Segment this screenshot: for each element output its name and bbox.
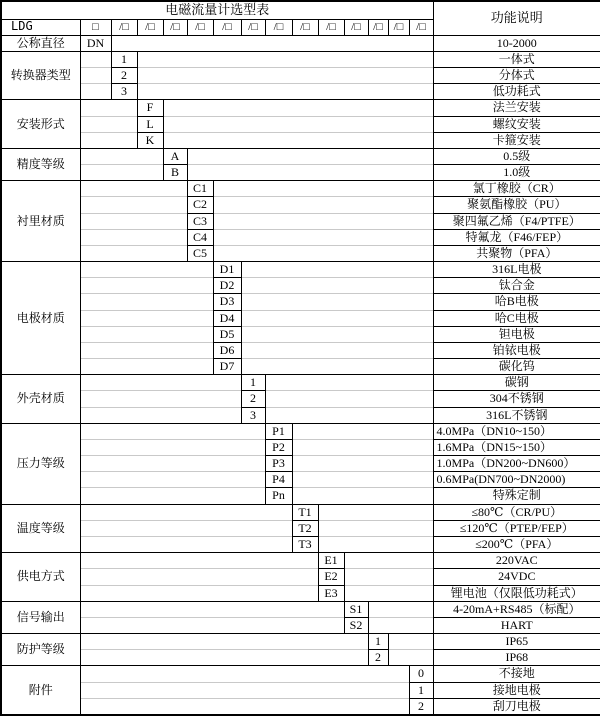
option-desc-cell: 氯丁橡胶（CR）	[433, 181, 600, 197]
option-code-cell: 2	[368, 650, 388, 666]
dn-code-cell: DN	[80, 35, 111, 51]
spacer-cell	[368, 617, 433, 633]
spacer-cell	[241, 294, 433, 310]
model-slot: /□	[213, 19, 241, 35]
section-label-installation-type: 安装形式	[1, 100, 80, 149]
option-code-cell: E1	[318, 553, 344, 569]
spacer-cell	[80, 439, 265, 455]
spacer-cell	[80, 181, 187, 197]
spacer-cell	[344, 585, 433, 601]
option-desc-cell: 0.5级	[433, 148, 600, 164]
spacer-cell	[80, 666, 409, 682]
option-code-cell: S1	[344, 601, 368, 617]
option-code-cell: T1	[292, 504, 318, 520]
model-slot: /□	[409, 19, 433, 35]
spacer-cell	[318, 537, 433, 553]
option-desc-cell: 刮刀电极	[433, 698, 600, 715]
option-code-cell: 3	[111, 84, 137, 100]
option-code-cell: L	[137, 116, 163, 132]
spacer-cell	[80, 537, 292, 553]
section-label-power-supply: 供电方式	[1, 553, 80, 602]
spacer-cell	[368, 601, 433, 617]
spacer-cell	[80, 488, 265, 504]
option-code-cell: C1	[187, 181, 213, 197]
option-desc-cell: 分体式	[433, 68, 600, 84]
option-code-cell: P2	[265, 439, 292, 455]
option-code-cell: D7	[213, 359, 241, 375]
spacer-cell	[80, 601, 344, 617]
option-desc-cell: ≤200℃（PFA）	[433, 537, 600, 553]
spacer-cell	[265, 375, 433, 391]
spacer-cell	[241, 278, 433, 294]
spacer-cell	[80, 520, 292, 536]
option-desc-cell: 哈C电极	[433, 310, 600, 326]
section-label-temperature-rating: 温度等级	[1, 504, 80, 553]
spacer-cell	[80, 213, 187, 229]
model-slot: /□	[388, 19, 409, 35]
model-slot: /□	[368, 19, 388, 35]
spacer-cell	[111, 35, 433, 51]
section-label-electrode-material: 电极材质	[1, 262, 80, 375]
option-code-cell: 1	[241, 375, 265, 391]
spacer-cell	[213, 181, 433, 197]
spacer-cell	[80, 229, 187, 245]
spacer-cell	[80, 456, 265, 472]
option-code-cell: 3	[241, 407, 265, 423]
section-label-pressure-rating: 压力等级	[1, 423, 80, 504]
spacer-cell	[80, 698, 409, 715]
option-code-cell: 0	[409, 666, 433, 682]
spacer-cell	[80, 68, 111, 84]
option-desc-cell: 特氟龙（F46/FEP）	[433, 229, 600, 245]
model-slot: /□	[318, 19, 344, 35]
model-slot: /□	[111, 19, 137, 35]
option-desc-cell: 10-2000	[433, 35, 600, 51]
option-desc-cell: 共聚物（PFA）	[433, 245, 600, 261]
spacer-cell	[213, 197, 433, 213]
option-desc-cell: 锂电池（仅限低功耗式）	[433, 585, 600, 601]
section-label-accessories: 附件	[1, 666, 80, 715]
option-desc-cell: 碳化钨	[433, 359, 600, 375]
spacer-cell	[344, 569, 433, 585]
option-desc-cell: 卡箍安装	[433, 132, 600, 148]
option-desc-cell: 0.6MPa(DN700~DN2000)	[433, 472, 600, 488]
spacer-cell	[80, 585, 318, 601]
spacer-cell	[318, 504, 433, 520]
option-code-cell: T3	[292, 537, 318, 553]
option-desc-cell: 低功耗式	[433, 84, 600, 100]
option-desc-cell: ≤120℃（PTEP/FEP）	[433, 520, 600, 536]
option-desc-cell: 4-20mA+RS485（标配）	[433, 601, 600, 617]
spacer-cell	[80, 51, 111, 67]
model-slot: /□	[163, 19, 187, 35]
option-code-cell: 2	[409, 698, 433, 715]
spacer-cell	[265, 407, 433, 423]
spacer-cell	[213, 229, 433, 245]
spacer-cell	[137, 68, 433, 84]
spacer-cell	[80, 342, 213, 358]
spacer-cell	[163, 116, 433, 132]
option-code-cell: Pn	[265, 488, 292, 504]
option-desc-cell: 聚四氟乙烯（F4/PTFE）	[433, 213, 600, 229]
spacer-cell	[80, 262, 213, 278]
option-code-cell: S2	[344, 617, 368, 633]
option-code-cell: F	[137, 100, 163, 116]
section-label-lining-material: 衬里材质	[1, 181, 80, 262]
spacer-cell	[292, 488, 433, 504]
spacer-cell	[388, 634, 433, 650]
section-label-nominal-diameter: 公称直径	[1, 35, 80, 51]
option-desc-cell: IP65	[433, 634, 600, 650]
option-desc-cell: 碳钢	[433, 375, 600, 391]
option-code-cell: 1	[368, 634, 388, 650]
section-label-housing-material: 外壳材质	[1, 375, 80, 424]
section-label-signal-output: 信号输出	[1, 601, 80, 633]
model-slot: /□	[187, 19, 213, 35]
option-desc-cell: 聚氨酯橡胶（PU）	[433, 197, 600, 213]
function-column-header: 功能说明	[433, 1, 600, 35]
option-desc-cell: 一体式	[433, 51, 600, 67]
spacer-cell	[80, 310, 213, 326]
section-label-converter-type: 转换器类型	[1, 51, 80, 100]
model-slot: /□	[241, 19, 265, 35]
spacer-cell	[80, 553, 318, 569]
option-desc-cell: 螺纹安装	[433, 116, 600, 132]
spacer-cell	[163, 132, 433, 148]
option-desc-cell: HART	[433, 617, 600, 633]
spacer-cell	[80, 245, 187, 261]
spacer-cell	[80, 148, 163, 164]
section-label-protection-rating: 防护等级	[1, 634, 80, 666]
option-desc-cell: 钽电极	[433, 326, 600, 342]
option-desc-cell: IP68	[433, 650, 600, 666]
option-desc-cell: 1.6MPa（DN15~150）	[433, 439, 600, 455]
option-code-cell: K	[137, 132, 163, 148]
model-slot: /□	[344, 19, 368, 35]
option-code-cell: E3	[318, 585, 344, 601]
option-code-cell: D4	[213, 310, 241, 326]
spacer-cell	[80, 375, 241, 391]
option-code-cell: D3	[213, 294, 241, 310]
spacer-cell	[318, 520, 433, 536]
option-code-cell: D2	[213, 278, 241, 294]
spacer-cell	[292, 423, 433, 439]
spacer-cell	[80, 326, 213, 342]
option-code-cell: A	[163, 148, 187, 164]
spacer-cell	[388, 650, 433, 666]
option-desc-cell: ≤80℃（CR/PU）	[433, 504, 600, 520]
option-desc-cell: 哈B电极	[433, 294, 600, 310]
spacer-cell	[80, 407, 241, 423]
option-code-cell: D1	[213, 262, 241, 278]
spacer-cell	[80, 634, 368, 650]
spacer-cell	[163, 100, 433, 116]
spacer-cell	[265, 391, 433, 407]
spacer-cell	[241, 342, 433, 358]
spacer-cell	[80, 391, 241, 407]
spacer-cell	[80, 132, 137, 148]
spacer-cell	[213, 245, 433, 261]
option-code-cell: T2	[292, 520, 318, 536]
option-code-cell: 1	[409, 682, 433, 698]
spacer-cell	[80, 472, 265, 488]
spacer-cell	[80, 650, 368, 666]
option-desc-cell: 1.0级	[433, 165, 600, 181]
option-code-cell: P4	[265, 472, 292, 488]
model-slot: /□	[292, 19, 318, 35]
spacer-cell	[187, 165, 433, 181]
option-code-cell: C5	[187, 245, 213, 261]
spacer-cell	[80, 165, 163, 181]
spacer-cell	[80, 423, 265, 439]
spacer-cell	[80, 197, 187, 213]
option-code-cell: C4	[187, 229, 213, 245]
model-prefix: LDG	[1, 19, 80, 35]
option-desc-cell: 24VDC	[433, 569, 600, 585]
spacer-cell	[344, 553, 433, 569]
option-desc-cell: 钛合金	[433, 278, 600, 294]
spacer-cell	[292, 456, 433, 472]
option-desc-cell: 316L电极	[433, 262, 600, 278]
spacer-cell	[137, 84, 433, 100]
spacer-cell	[213, 213, 433, 229]
spacer-cell	[80, 116, 137, 132]
spacer-cell	[80, 278, 213, 294]
option-code-cell: C2	[187, 197, 213, 213]
option-code-cell: D6	[213, 342, 241, 358]
option-desc-cell: 304不锈钢	[433, 391, 600, 407]
option-desc-cell: 接地电极	[433, 682, 600, 698]
spacer-cell	[241, 310, 433, 326]
option-desc-cell: 法兰安装	[433, 100, 600, 116]
spacer-cell	[241, 262, 433, 278]
option-code-cell: C3	[187, 213, 213, 229]
option-code-cell: 1	[111, 51, 137, 67]
spacer-cell	[187, 148, 433, 164]
option-code-cell: D5	[213, 326, 241, 342]
spacer-cell	[292, 439, 433, 455]
option-code-cell: E2	[318, 569, 344, 585]
option-code-cell: B	[163, 165, 187, 181]
spacer-cell	[80, 682, 409, 698]
table-title: 电磁流量计选型表	[1, 1, 433, 19]
spacer-cell	[241, 326, 433, 342]
option-desc-cell: 1.0MPa（DN200~DN600）	[433, 456, 600, 472]
option-code-cell: 2	[111, 68, 137, 84]
section-label-accuracy-class: 精度等级	[1, 148, 80, 180]
model-base-box: □	[80, 19, 111, 35]
option-desc-cell: 不接地	[433, 666, 600, 682]
model-slot: /□	[265, 19, 292, 35]
option-code-cell: P3	[265, 456, 292, 472]
spacer-cell	[80, 504, 292, 520]
spacer-cell	[80, 359, 213, 375]
spacer-cell	[241, 359, 433, 375]
spacer-cell	[80, 84, 111, 100]
option-code-cell: 2	[241, 391, 265, 407]
option-desc-cell: 铂铱电极	[433, 342, 600, 358]
spacer-cell	[80, 100, 137, 116]
option-desc-cell: 316L不锈钢	[433, 407, 600, 423]
option-desc-cell: 特殊定制	[433, 488, 600, 504]
spacer-cell	[137, 51, 433, 67]
spacer-cell	[80, 294, 213, 310]
spacer-cell	[80, 569, 318, 585]
spacer-cell	[292, 472, 433, 488]
option-code-cell: P1	[265, 423, 292, 439]
option-desc-cell: 4.0MPa（DN10~150）	[433, 423, 600, 439]
model-slot: /□	[137, 19, 163, 35]
spacer-cell	[80, 617, 344, 633]
option-desc-cell: 220VAC	[433, 553, 600, 569]
